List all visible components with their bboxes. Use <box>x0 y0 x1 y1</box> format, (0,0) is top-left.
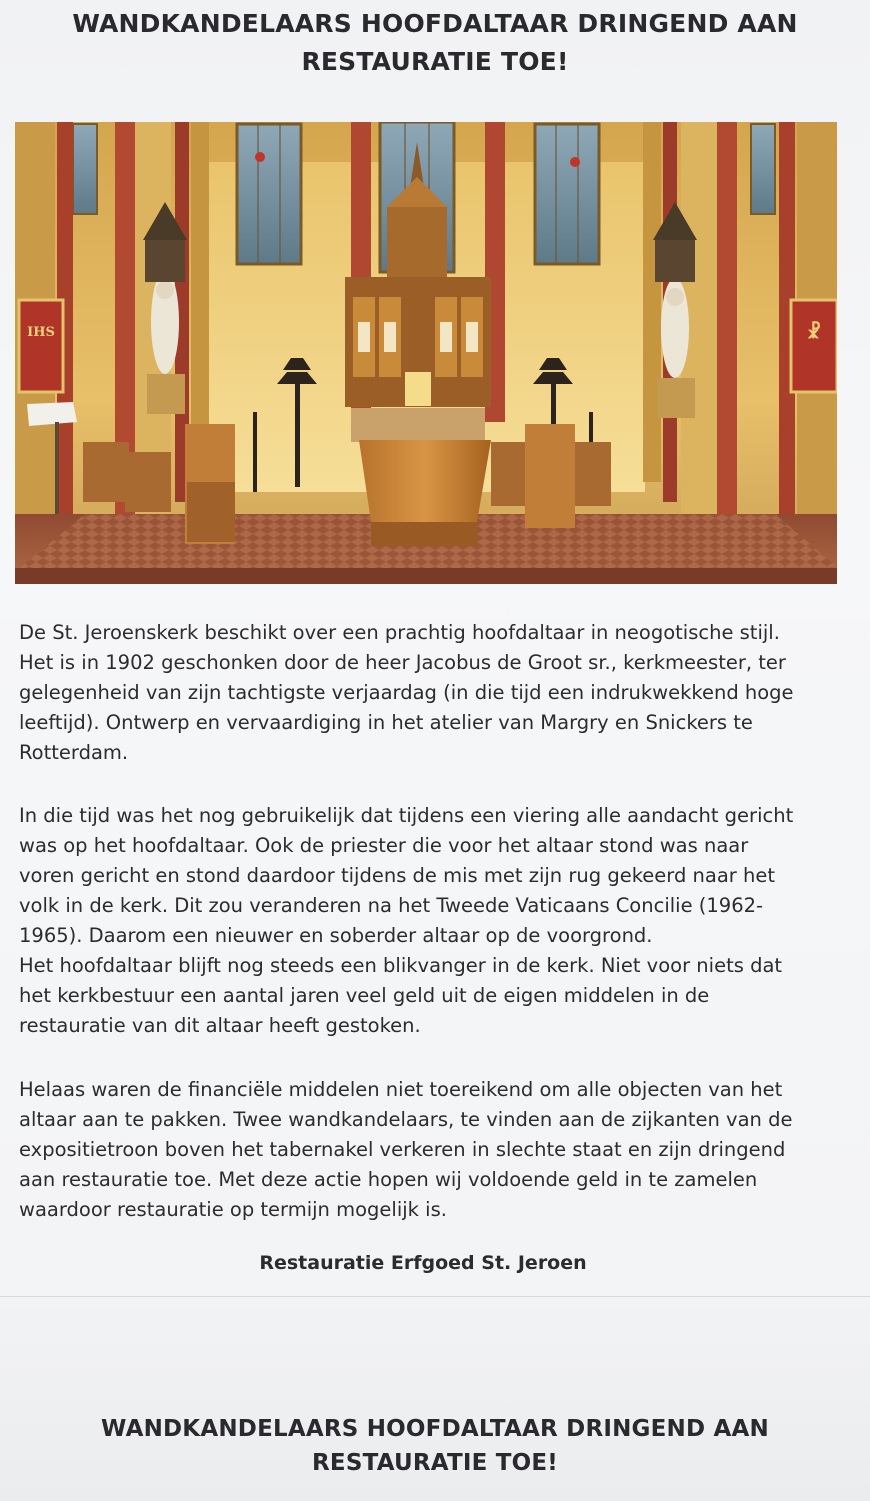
svg-text:IHS: IHS <box>27 325 55 340</box>
paragraph-liturgy: In die tijd was het nog gebruikelijk dat tijdens een viering alle aandacht gericht was op het hoofdaltaar. Ook de priester die voor het altaar stond was naar voren gericht en stond daardoor tijdens de mis met zijn rug gekeerd naar het volk in de kerk. Dit zou veranderen na het Tweede Vaticaans Concilie (1962- 1965). Daarom een nieuwer en soberder altaar op de voorgrond. Het hoofdaltaar blijft nog steeds een blikvanger in de kerk. Niet voor niets dat het kerkbestuur een aantal jaren veel geld uit de eigen middelen in de restauratie van dit altaar heeft gestoken. <box>19 804 794 1037</box>
svg-text:☧: ☧ <box>806 322 822 343</box>
paragraph-appeal: Helaas waren de financiële middelen niet toereikend om alle objecten van het altaar aan te pakken. Twee wandkandelaars, te vinden aan de zijkanten van de expositietroon boven het tabernakel verkeren in slechte staat en zijn dringend aan restauratie toe. Met deze actie hopen wij voldoende geld in te zamelen waardoor restauratie op termijn mogelijk is. <box>19 1078 793 1221</box>
banner-left <box>19 300 63 392</box>
second-flyer-headline: WANDKANDELAARS HOOFDALTAAR DRINGEND AAN RESTAURATIE TOE! <box>101 1416 769 1476</box>
signature: Restauratie Erfgoed St. Jeroen <box>259 1252 587 1274</box>
paragraph-history: De St. Jeroenskerk beschikt over een prachtig hoofdaltaar in neogotische stijl. Het is in 1902 geschonken door de heer Jacobus de Groot sr., kerkmeester, ter gelegenheid van zijn tachtigste verjaardag (in die tijd een indrukwekkend hoge leeftijd). Ontwerp en vervaardiging in het atelier van Margry en Snickers te Rotterdam. <box>19 621 794 764</box>
church-interior-photo <box>15 122 837 584</box>
banner-right <box>791 300 837 392</box>
flyer-headline: WANDKANDELAARS HOOFDALTAAR DRINGEND AAN RESTAURATIE TOE! <box>72 9 798 76</box>
